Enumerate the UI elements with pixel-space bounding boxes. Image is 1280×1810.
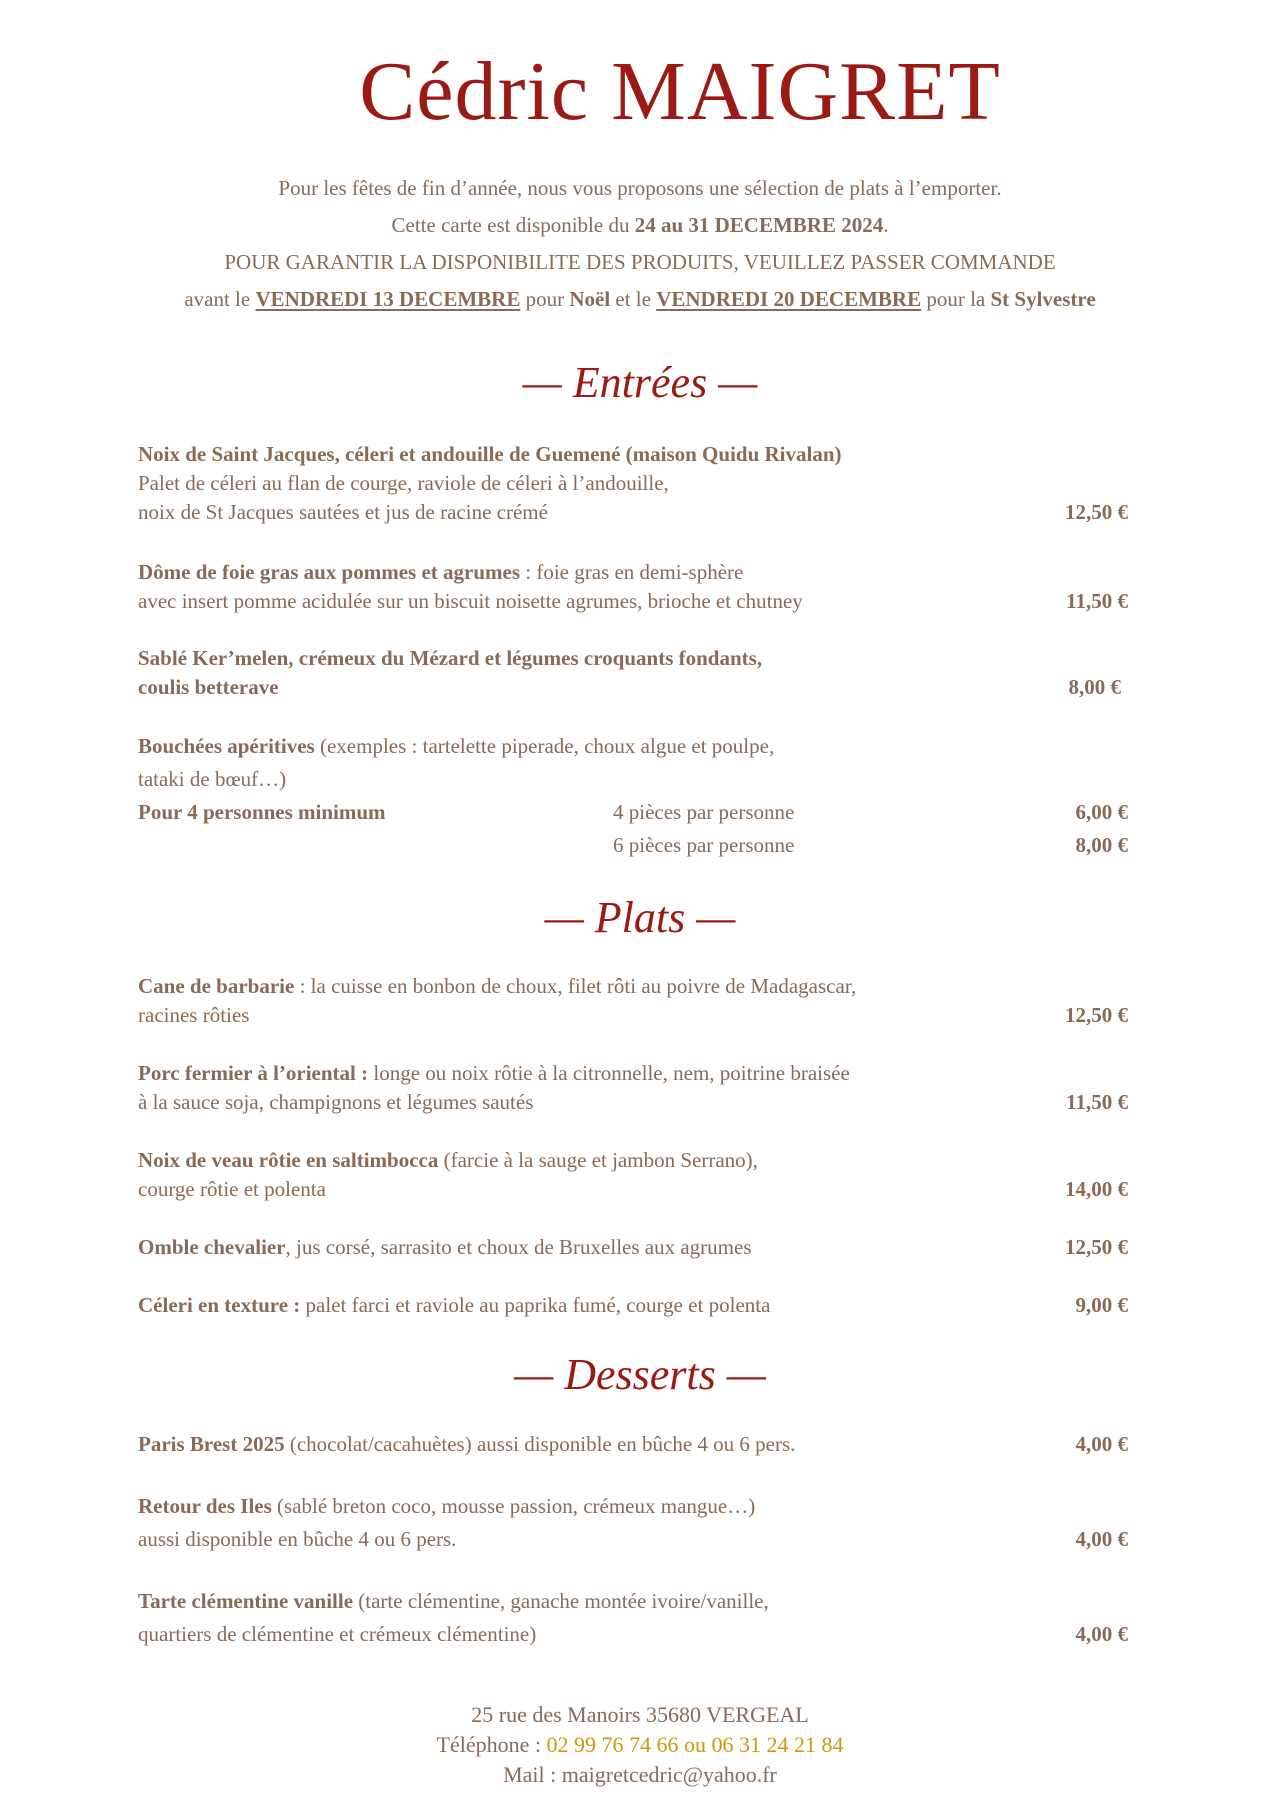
phone-numbers[interactable]: 02 99 76 74 66 ou 06 31 24 21 84: [546, 1732, 844, 1757]
menu-item: Paris Brest 2025 (chocolat/cacahuètes) aussi disponible en bûche 4 ou 6 pers. 4,00 €: [138, 1430, 1128, 1459]
menu-item: Céleri en texture : palet farci et raviole au paprika fumé, courge et polenta 9,00 €: [138, 1291, 1128, 1320]
deadline-sylvestre: VENDREDI 20 DECEMBRE: [656, 287, 922, 311]
menu-item: Tarte clémentine vanille (tarte clémentine, ganache montée ivoire/vanille, quartiers de clémentine et crémeux clémentine) 4,00 €: [138, 1585, 1128, 1651]
menu-item: Dôme de foie gras aux pommes et agrumes : foie gras en demi-sphère avec insert pomme acidulée sur un biscuit noisette agrumes, brioche et chutney 11,50 €: [138, 558, 1128, 616]
menu-item: Cane de barbarie : la cuisse en bonbon de choux, filet rôti au poivre de Madagascar, racines rôties 12,50 €: [138, 972, 1128, 1030]
price: 4,00 €: [1075, 1432, 1128, 1456]
price: 12,50 €: [1065, 1003, 1128, 1027]
menu-item: Sablé Ker’melen, crémeux du Mézard et légumes croquants fondants, coulis betterave 8,00 €: [138, 644, 1128, 702]
phone: Téléphone : 02 99 76 74 66 ou 06 31 24 21 84: [436, 1732, 844, 1757]
menu-item: Noix de Saint Jacques, céleri et andouille de Guemené (maison Quidu Rivalan) Palet de céleri au flan de courge, raviole de céleri à l’andouille, noix de St Jacques sautées et jus de racine crémé 12,50 €: [138, 440, 1128, 527]
price: 11,50 €: [1066, 589, 1128, 613]
price: 8,00 €: [1075, 833, 1128, 857]
price: 14,00 €: [1065, 1177, 1128, 1201]
address: 25 rue des Manoirs 35680 VERGEAL: [471, 1702, 809, 1727]
menu-item: Porc fermier à l’oriental : longe ou noix rôtie à la citronnelle, nem, poitrine braisée à la sauce soja, champignons et légumes sautés 11,50 €: [138, 1059, 1128, 1117]
price: 12,50 €: [1065, 500, 1128, 524]
price: 11,50 €: [1066, 1090, 1128, 1114]
email[interactable]: Mail : maigretcedric@yahoo.fr: [503, 1762, 777, 1787]
menu-item: Noix de veau rôtie en saltimbocca (farcie à la sauge et jambon Serrano), courge rôtie et polenta 14,00 €: [138, 1146, 1128, 1204]
availability-dates: 24 au 31 DECEMBRE 2024: [634, 213, 884, 237]
price: 12,50 €: [1065, 1235, 1128, 1259]
intro-line-2: Cette carte est disponible du 24 au 31 DECEMBRE 2024.: [391, 213, 889, 237]
intro-line-1: Pour les fêtes de fin d’année, nous vous proposons une sélection de plats à l’emporter.: [278, 176, 1002, 200]
menu-item: Bouchées apéritives (exemples : tartelette piperade, choux algue et poulpe, tataki de bœuf…) Pour 4 personnes minimum 4 pièces par personne 6,00 € 6 pièces par personne 8,00 €: [138, 730, 1128, 862]
page-title: Cédric MAIGRET: [359, 45, 1001, 138]
section-title-desserts: — Desserts —: [514, 1350, 766, 1399]
price: 8,00 €: [1068, 675, 1121, 699]
menu-item: Retour des Iles (sablé breton coco, mousse passion, crémeux mangue…) aussi disponible en bûche 4 ou 6 pers. 4,00 €: [138, 1490, 1128, 1556]
intro-line-4: avant le VENDREDI 13 DECEMBRE pour Noël et le VENDREDI 20 DECEMBRE pour la St Sylvestre: [184, 287, 1096, 311]
section-title-entrees: — Entrées —: [522, 358, 758, 407]
menu-item: Omble chevalier, jus corsé, sarrasito et choux de Bruxelles aux agrumes 12,50 €: [138, 1233, 1128, 1262]
footer-contact: [0, 1700, 1280, 1790]
intro-line-3: POUR GARANTIR LA DISPONIBILITE DES PRODUITS, VEUILLEZ PASSER COMMANDE: [224, 250, 1056, 274]
price: 4,00 €: [1075, 1622, 1128, 1646]
price: 4,00 €: [1075, 1527, 1128, 1551]
price: 6,00 €: [1075, 800, 1128, 824]
section-title-plats: — Plats —: [544, 893, 736, 942]
price: 9,00 €: [1075, 1293, 1128, 1317]
intro-text: [0, 170, 1280, 318]
deadline-noel: VENDREDI 13 DECEMBRE: [255, 287, 521, 311]
